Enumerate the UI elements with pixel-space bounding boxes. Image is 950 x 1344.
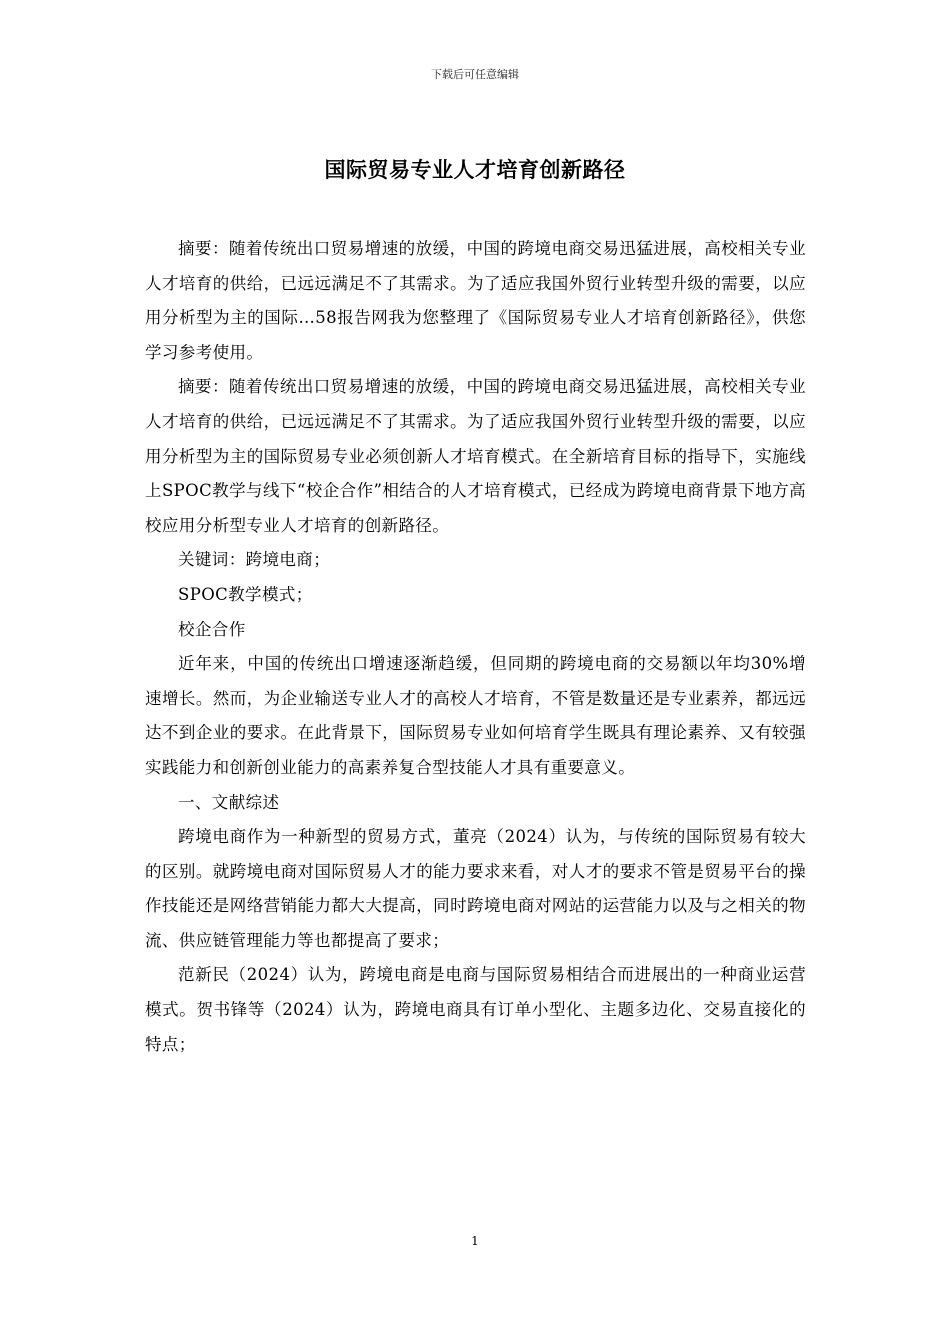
- document-title: 国际贸易专业人才培育创新路径: [324, 157, 626, 182]
- abstract-summary-paragraph: 摘要：随着传统出口贸易增速的放缓，中国的跨境电商交易迅猛进展，高校相关专业人才培育的供给，已远远满足不了其需求。为了适应我国外贸行业转型升级的需要，以应用分析型为主的国际…58报告网我为您整理了《国际贸易专业人才培育创新路径》，供您学习参考使用。: [145, 239, 806, 362]
- page-number: 1: [471, 1234, 479, 1248]
- intro-paragraph: 近年来，中国的传统出口增速逐渐趋缓，但同期的跨境电商的交易额以年均30%增速增长。然而，为企业输送专业人才的高校人才培育，不管是数量还是专业素养，都远远达不到企业的要求。在此背景下，国际贸易专业如何培育学生既具有理论素养、又有较强实践能力和创新创业能力的高素养复合型技能人才具有重要意义。: [145, 654, 806, 777]
- literature-paragraph-2: 范新民（2024）认为，跨境电商是电商与国际贸易相结合而进展出的一种商业运营模式。贺书锋等（2024）认为，跨境电商具有订单小型化、主题多边化、交易直接化的特点；: [145, 965, 806, 1054]
- keyword-spoc: SPOC教学模式；: [178, 584, 313, 604]
- abstract-paragraph: 摘要：随着传统出口贸易增速的放缓，中国的跨境电商交易迅猛进展，高校相关专业人才培育的供给，已远远满足不了其需求。为了适应我国外贸行业转型升级的需要，以应用分析型为主的国际贸易专业必须创新人才培育模式。在全新培育目标的指导下，实施线上SPOC教学与线下“校企合作”相结合的人才培育模式，已经成为跨境电商背景下地方高校应用分析型专业人才培育的创新路径。: [145, 377, 806, 535]
- literature-paragraph-1: 跨境电商作为一种新型的贸易方式，董亮（2024）认为，与传统的国际贸易有较大的区别。就跨境电商对国际贸易人才的能力要求来看，对人才的要求不管是贸易平台的操作技能还是网络营销能力都大大提高，同时跨境电商对网站的运营能力以及与之相关的物流、供应链管理能力等也都提高了要求；: [145, 827, 806, 950]
- keyword-school-enterprise: 校企合作: [178, 619, 246, 639]
- header-note: 下载后可任意编辑: [431, 68, 519, 81]
- section-heading-literature-review: 一、文献综述: [178, 792, 280, 812]
- keywords-line: 关键词：跨境电商；: [178, 550, 331, 570]
- document-body: [145, 232, 806, 1062]
